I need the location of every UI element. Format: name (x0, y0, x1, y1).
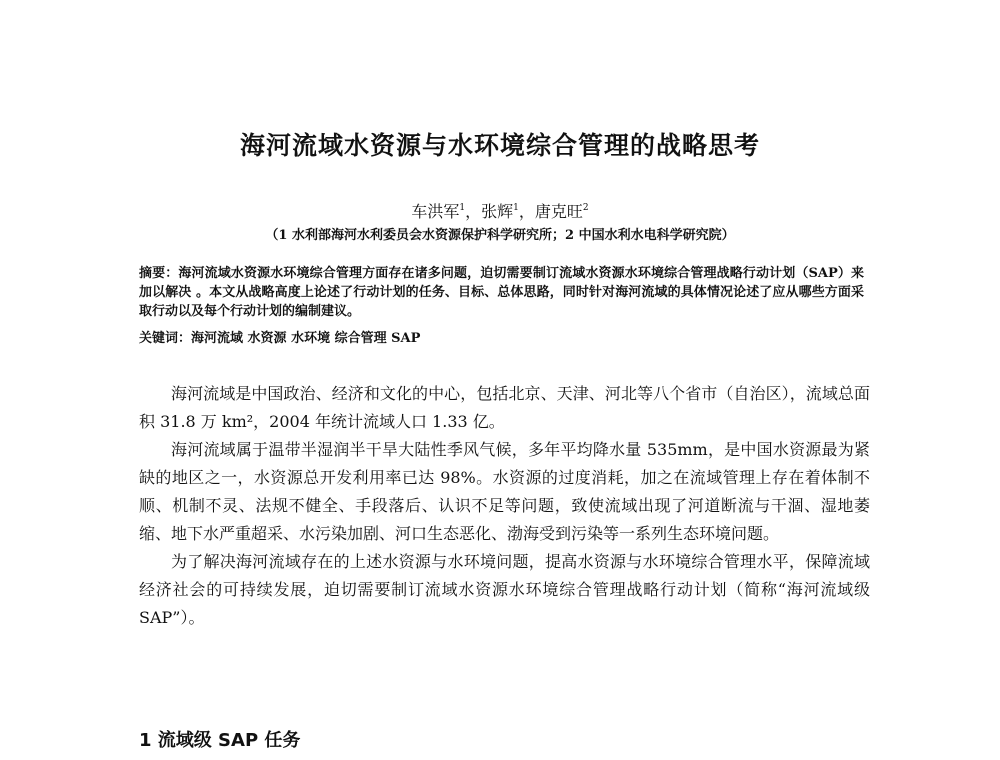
paragraph: 海河流域是中国政治、经济和文化的中心，包括北京、天津、河北等八个省市（自治区），流域总面积 31.8 万 km²，2004 年统计流域人口 1.33 亿。 (139, 384, 870, 431)
body-text (139, 380, 870, 632)
author-affil-marker: 2 (582, 203, 589, 213)
author-list (0, 199, 1000, 222)
abstract (139, 264, 864, 321)
author-separator: ， (465, 202, 482, 221)
author-name: 车洪军 (411, 202, 460, 221)
abstract-label: 摘要： (139, 266, 179, 281)
paper-title: 海河流域水资源与水环境综合管理的战略思考 (239, 131, 760, 160)
author-affil-marker: 1 (513, 203, 519, 213)
section-heading: 1 流域级 SAP 任务 (139, 730, 301, 751)
paragraph: 海河流域属于温带半湿润半干旱大陆性季风气候，多年平均降水量 535mm，是中国水资源最为紧缺的地区之一，水资源总开发利用率已达 98%。水资源的过度消耗，加之在流域管理上存在着体制不顺、机制不灵、法规不健全、手段落后、认识不足等问题，致使流域出现了河道断流与干涸、湿地萎缩、地下水严重超采、水污染加剧、河口生态恶化、渤海受到污染等一系列生态环境问题。 (139, 440, 870, 543)
keywords (139, 327, 864, 346)
abstract-text: 海河流域水资源水环境综合管理方面存在诸多问题，迫切需要制订流域水资源水环境综合管理战略行动计划（SAP）来加以解决 。本文从战略高度上论述了行动计划的任务、目标、总体思路，同时针对海河流域的具体情况论述了应从哪些方面采取行动以及每个行动计划的编制建议。 (139, 266, 864, 319)
paragraph: 为了解决海河流域存在的上述水资源与水环境问题，提高水资源与水环境综合管理水平，保障流域经济社会的可持续发展，迫切需要制订流域水资源水环境综合管理战略行动计划（简称“海河流域级 SAP”）。 (139, 552, 870, 627)
keywords-label: 关键词： (139, 331, 192, 346)
author-name: 张辉 (481, 202, 514, 221)
keywords-text: 海河流域 水资源 水环境 综合管理 SAP (191, 331, 421, 346)
affiliation: （1 水利部海河水利委员会水资源保护科学研究所；2 中国水利水电科学研究院） (265, 228, 735, 243)
author-affil-marker: 1 (459, 203, 466, 213)
author-separator: ， (518, 202, 535, 221)
author-name: 唐克旺 (534, 202, 583, 221)
